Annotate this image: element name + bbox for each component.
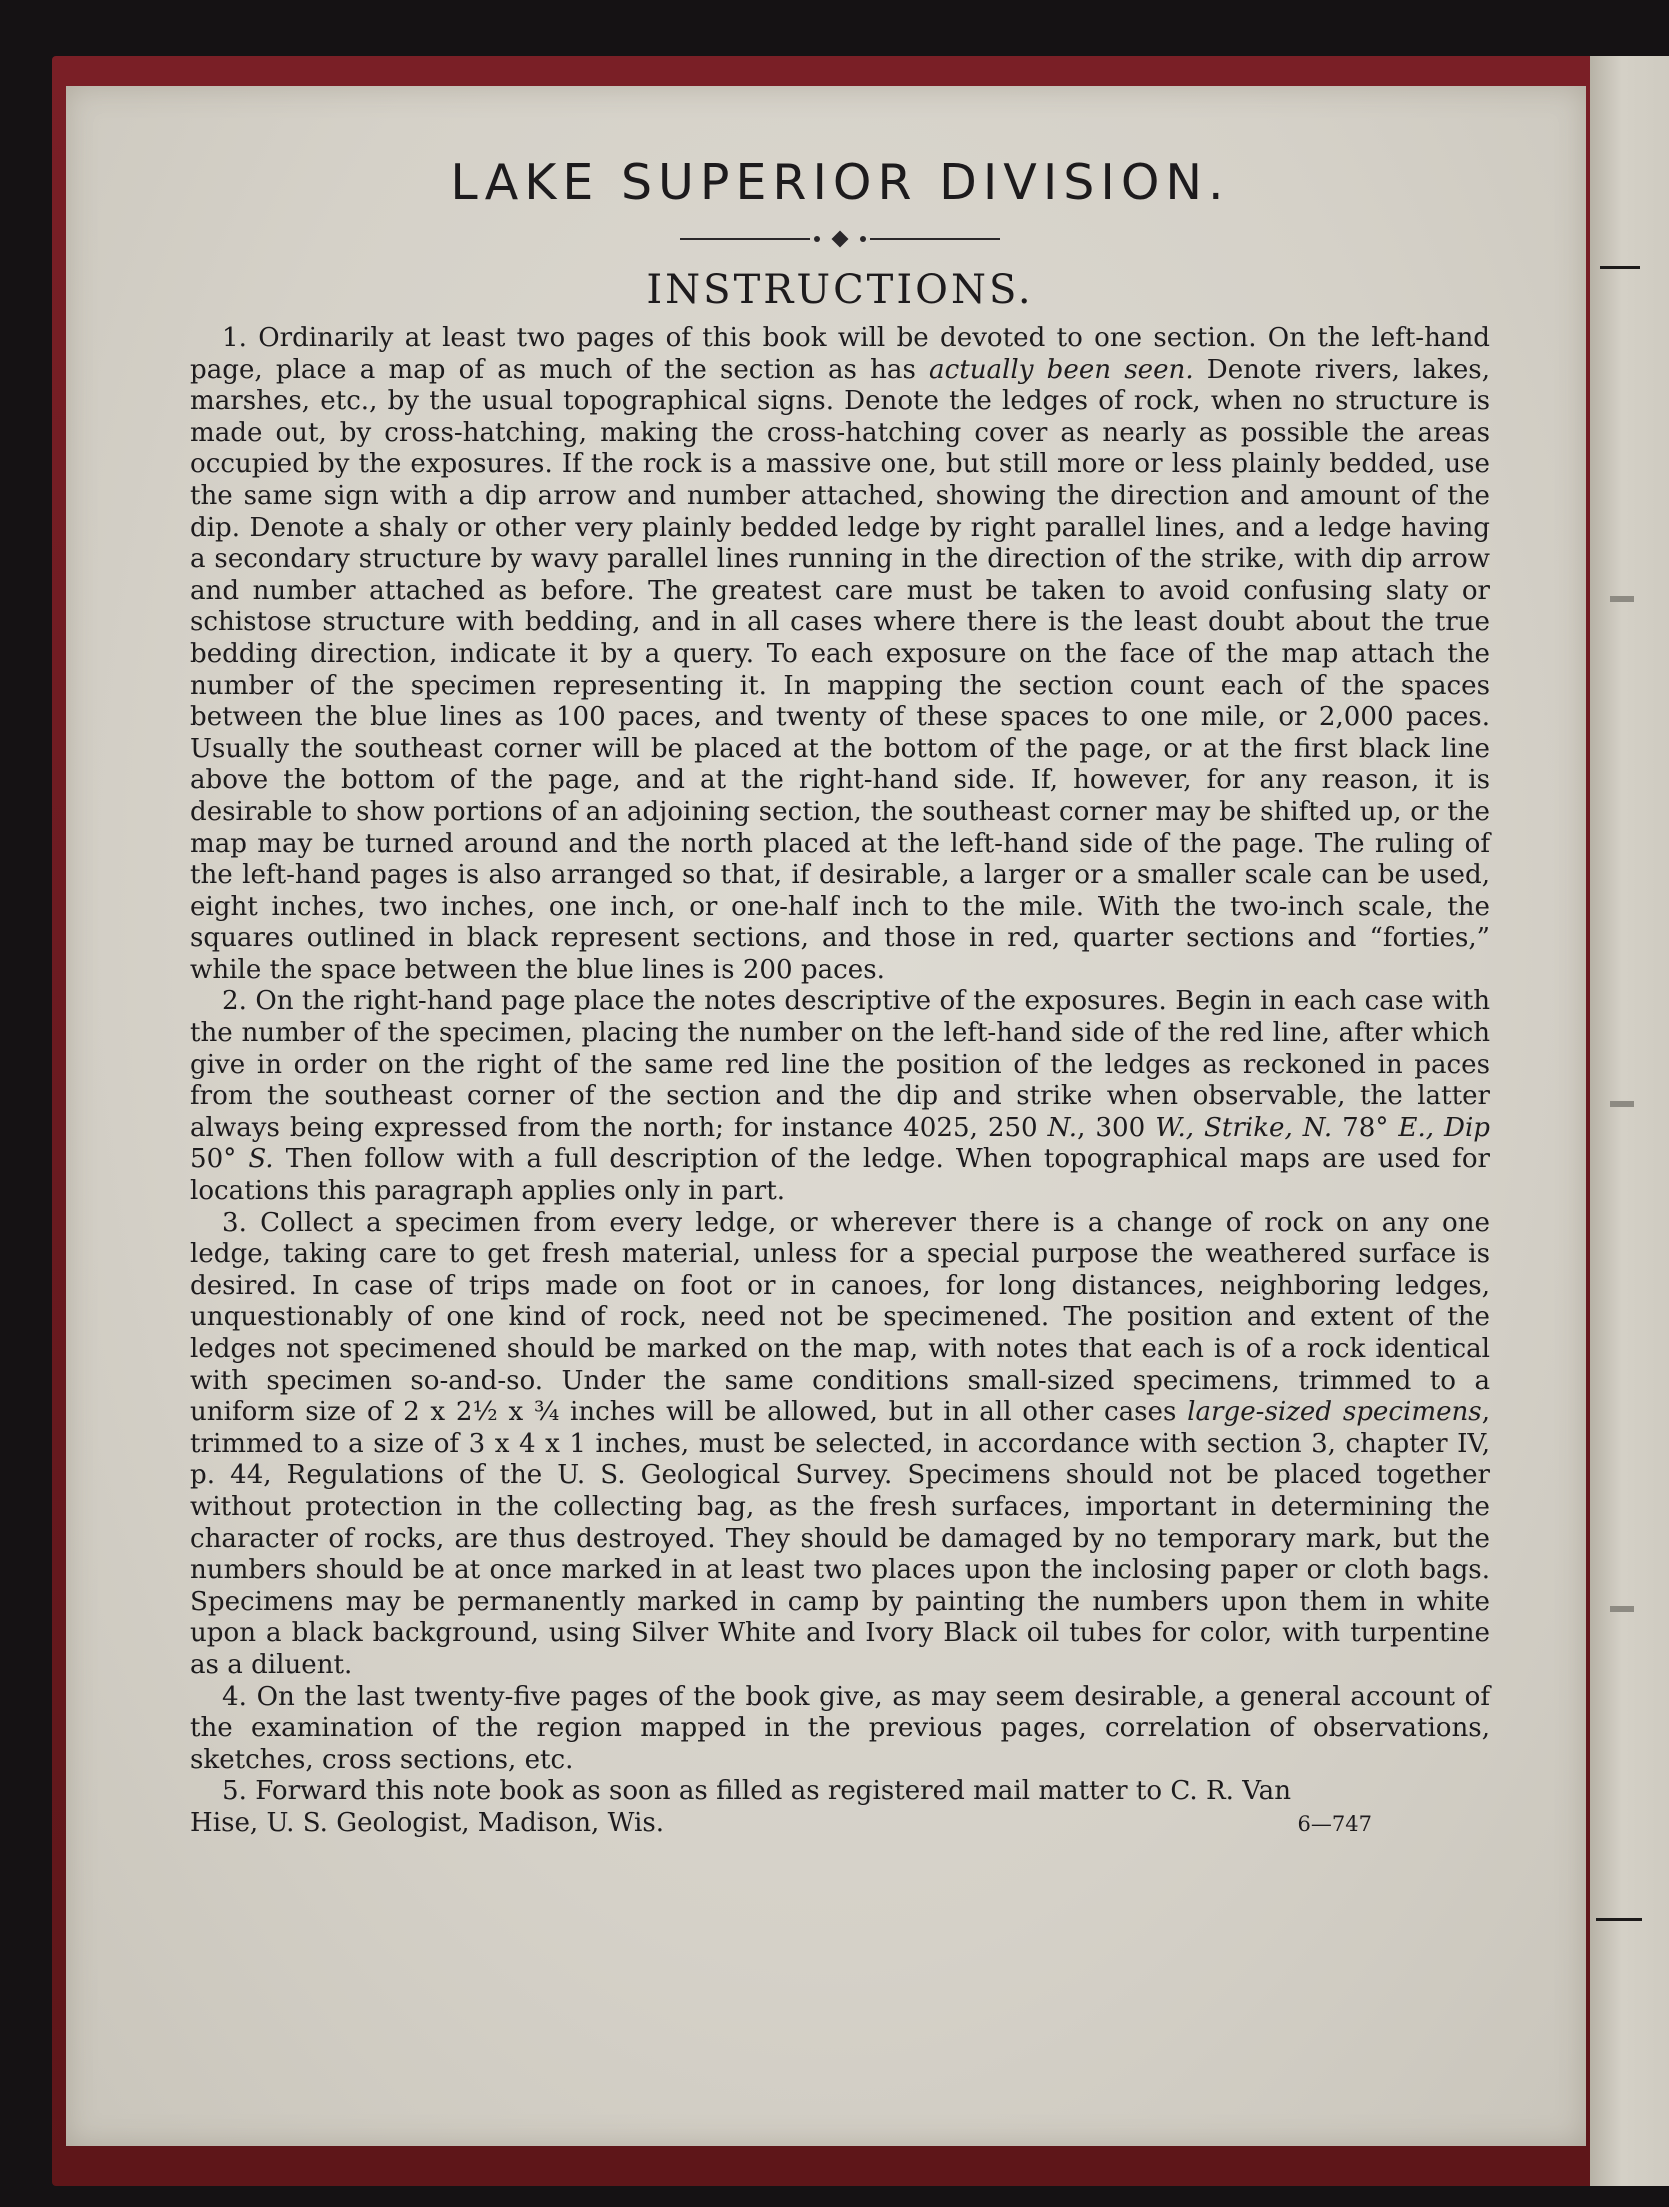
instruction-paragraph-5: 5. Forward this note book as soon as filled as registered mail matter to C. R. Van xyxy=(222,1776,1292,1807)
title-ornament xyxy=(680,233,1000,245)
instructions-heading: INSTRUCTIONS. xyxy=(646,267,1034,313)
binding-stitch xyxy=(1610,1606,1634,1612)
instruction-paragraph-4: 4. On the last twenty-five pages of the book give, as may seem desirable, a general account of the examination of the region mapped in the previous pages, correlation of observations, sketches, cross sections, etc. xyxy=(190,1681,1490,1775)
instruction-paragraph-1: 1. Ordinarily at least two pages of this book will be devoted to one section. On the left-hand page, place a map of as much of the section as has actually been seen. Denote rivers, lakes, marshes, etc., by the usual topographical signs. Denote the ledges of rock, when no structure is made out, by cross-hatching, making the cross-hatching cover as nearly as possible the areas occupied by the exposures. If the rock is a massive one, but still more or less plainly bedded, use the same sign with a dip arrow and number attached, showing the direction and amount of the dip. Denote a shaly or other very plainly bedded ledge by right parallel lines, and a ledge having a secondary structure by wavy parallel lines running in the direction of the strike, with dip arrow and number attached as before. The greatest care must be taken to avoid confusing slaty or schistose structure with bedding, and in all cases where there is the least doubt about the true bedding direction, indicate it by a query. To each exposure on the face of the map attach the number of the specimen representing it. In mapping the section count each of the spaces between the blue lines as 100 paces, and twenty of these spaces to one mile, or 2,000 paces. Usually the southeast corner will be placed at the bottom of the page, or at the first black line above the bottom of the page, and at the right-hand side. If, however, for any reason, it is desirable to show portions of an adjoining section, the southeast corner may be shifted up, or the map may be turned around and the north placed at the left-hand side of the page. The ruling of the left-hand pages is also arranged so that, if desirable, a larger or a smaller scale can be used, eight inches, two inches, one inch, or one-half inch to the mile. With the two-inch scale, the squares outlined in black represent sections, and those in red, quarter sections and “forties,” while the space between the blue lines is 200 paces. xyxy=(190,323,1490,985)
page-content xyxy=(190,140,1490,1841)
division-title: LAKE SUPERIOR DIVISION. xyxy=(450,154,1230,211)
binding-stitch xyxy=(1610,1101,1634,1107)
form-code: 6—747 xyxy=(1297,1811,1372,1836)
facing-page-edge xyxy=(1590,56,1669,2186)
binding-stitch xyxy=(1610,596,1634,602)
instruction-paragraph-5-end xyxy=(190,1808,1490,1841)
binding-stitch xyxy=(1600,266,1640,269)
address-line: Hise, U. S. Geologist, Madison, Wis. xyxy=(190,1807,665,1838)
binding-stitch xyxy=(1596,1918,1642,1921)
instruction-paragraph-3: 3. Collect a specimen from every ledge, or wherever there is a change of rock on any one ledge, taking care to get fresh material, unless for a special purpose the weathered surface is desired. In case of trips made on foot or in canoes, for long distances, neighboring ledges, unquestionably of one kind of rock, need not be specimened. The position and extent of the ledges not specimened should be marked on the map, with notes that each is of a rock identical with specimen so-and-so. Under the same conditions small-sized specimens, trimmed to a uniform size of 2 x 2½ x ¾ inches will be allowed, but in all other cases large-sized specimens, trimmed to a size of 3 x 4 x 1 inches, must be selected, in accordance with section 3, chapter IV, p. 44, Regulations of the U. S. Geological Survey. Specimens should not be placed together without protection in the collecting bag, as the fresh surfaces, important in determining the character of rocks, are thus destroyed. They should be damaged by no temporary mark, but the numbers should be at once marked in at least two places upon the inclosing paper or cloth bags. Specimens may be permanently marked in camp by painting the numbers upon them in white upon a black background, using Silver White and Ivory Black oil tubes for color, with turpentine as a diluent. xyxy=(190,1207,1490,1680)
instruction-paragraph-2: 2. On the right-hand page place the notes descriptive of the exposures. Begin in each case with the number of the specimen, placing the number on the left-hand side of the red line, after which give in order on the right of the same red line the position of the ledges as reckoned in paces from the southeast corner of the section and the dip and strike when observable, the latter always being expressed from the north; for instance 4025, 250 N., 300 W., Strike, N. 78° E., Dip 50° S. Then follow with a full description of the ledge. When topographical maps are used for locations this paragraph applies only in part. xyxy=(190,986,1491,1207)
